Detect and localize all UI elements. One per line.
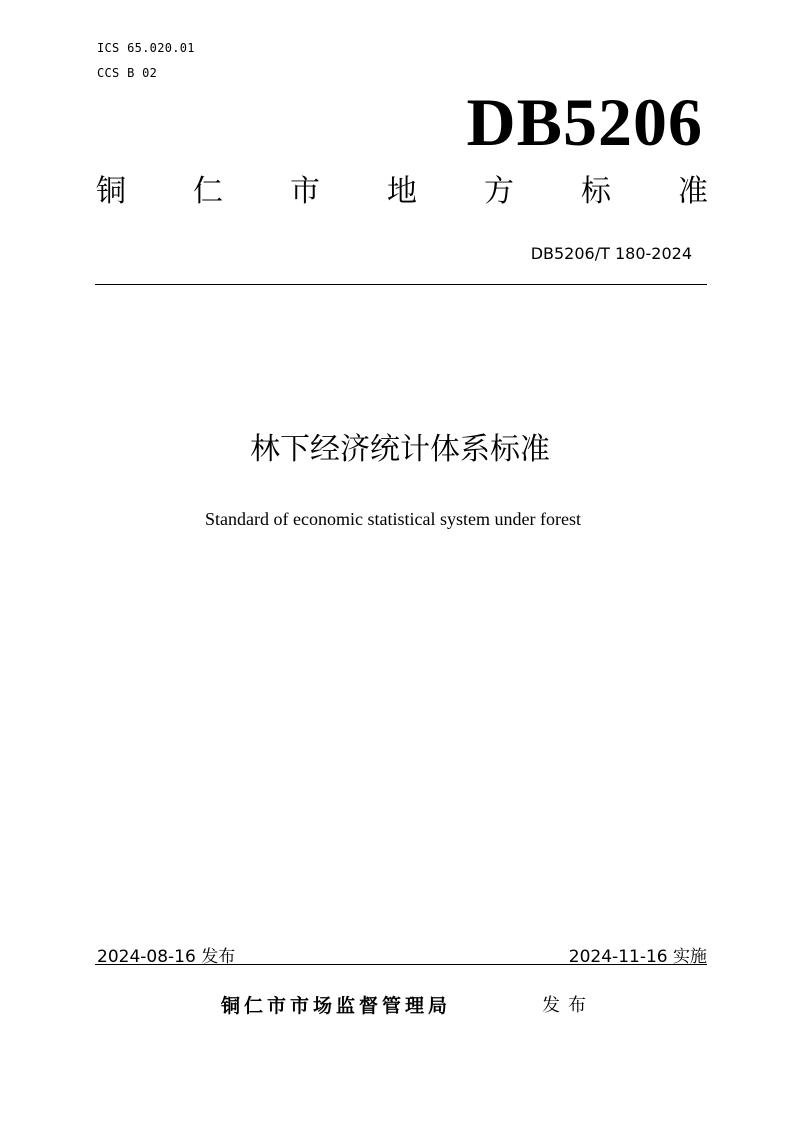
standard-type-char: 准 [678, 174, 708, 209]
standard-code-heading: DB5206 [466, 84, 703, 160]
standard-type-char: 铜 [96, 174, 126, 209]
standard-type-char: 仁 [193, 174, 223, 209]
standard-type-char: 地 [387, 174, 417, 209]
issuing-authority: 铜仁市市场监督管理局 [221, 995, 452, 1017]
standard-type-heading [96, 172, 708, 212]
top-divider [95, 284, 707, 285]
standard-type-char: 标 [581, 174, 611, 209]
standard-type-char: 方 [484, 174, 514, 209]
implementation-date: 2024-11-16 实施 [568, 947, 707, 967]
ics-code: ICS 65.020.01 [97, 41, 195, 55]
standard-type-char: 市 [290, 174, 320, 209]
issuing-action: 发布 [542, 995, 594, 1016]
document-title-english: Standard of economic statistical system under forest [205, 509, 581, 529]
issue-date: 2024-08-16 发布 [97, 947, 236, 967]
document-title-chinese: 林下经济统计体系标准 [250, 432, 550, 467]
bottom-divider [95, 964, 707, 965]
ccs-code: CCS B 02 [97, 66, 158, 80]
standard-number: DB5206/T 180-2024 [530, 244, 692, 263]
